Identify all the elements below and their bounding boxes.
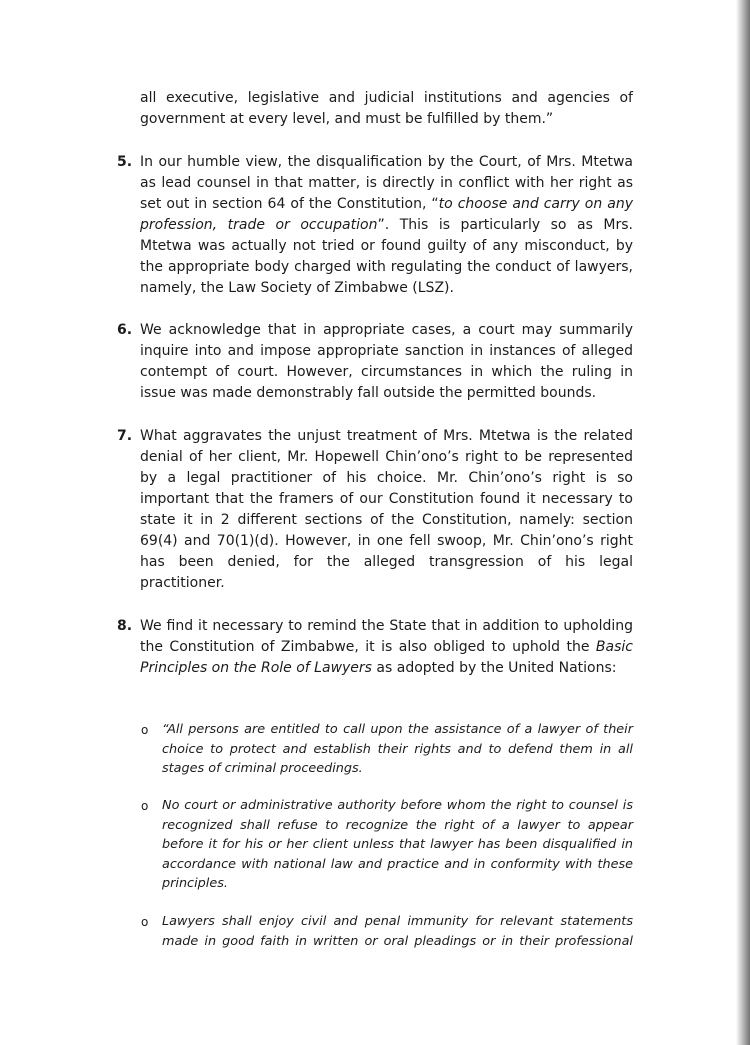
item-5-text-part-b: ”. This is particularly so as Mrs. Mtetwa was actually not tried or found guilty of any misconduct, by the appropriate body charged with regulating the conduct of lawyers, namely, the Law Society of Zimbabwe (LSZ). [140, 217, 634, 296]
item-8-text [140, 616, 633, 679]
bullet-marker: o [141, 799, 149, 813]
item-6-text: We acknowledge that in appropriate cases, a court may summarily inquire into and impose appropriate sanction in instances of alleged contempt of court. However, circumstances in which the ruling in issue was made demonstrably fall outside the permitted bounds. [140, 322, 633, 401]
item-6-paragraph [140, 320, 633, 404]
item-number-5: 5. [117, 154, 133, 170]
item-5-text [140, 152, 633, 299]
item-number-7: 7. [117, 428, 133, 444]
bullet-marker: o [141, 915, 149, 929]
item-7-paragraph [140, 426, 633, 594]
item-number-6: 6. [117, 322, 133, 338]
item-8-text-part-b: as adopted by the United Nations: [371, 660, 617, 676]
bullet-text: No court or administrative authority before whom the right to counsel is recognized shall refuse to recognize the right of a lawyer to appear before it for his or her client unless that lawyer has been disqualified in accordance with national law and practice and in conformity with these principles. [162, 798, 633, 891]
item-8-text-part-a: We find it necessary to remind the State that in addition to upholding the Constitution of Zimbabwe, it is also obliged to uphold the [140, 618, 633, 655]
item-8-paragraph [140, 616, 633, 679]
item-5-text-part-a: In our humble view, the disqualification by the Court, of Mrs. Mtetwa as lead counsel in that matter, is directly in conflict with her right as set out in section 64 of the Constitution, “ [140, 154, 633, 212]
item-number-8: 8. [117, 618, 133, 634]
continuation-text: all executive, legislative and judicial institutions and agencies of government at every level, and must be fulfilled by them.” [140, 90, 633, 127]
bullet-marker: o [141, 723, 149, 737]
item-8-text-italic: Basic Principles on the Role of Lawyers [140, 639, 633, 676]
continuation-paragraph [140, 88, 633, 130]
item-5-text-italic: to choose and carry on any profession, trade or occupation [140, 196, 633, 233]
item-7-text: What aggravates the unjust treatment of Mrs. Mtetwa is the related denial of her client, Mr. Hopewell Chin’ono’s right to be represented by a legal practitioner of his choice. Mr. Chin’ono’s right is so important that the framers of our Constitution found it necessary to state it in 2 different sections of the Constitution, namely: section 69(4) and 70(1)(d). However, in one fell swoop, Mr. Chin’ono’s right has been denied, for the alleged transgression of his legal practitioner. [140, 428, 633, 591]
page-edge-shadow [736, 0, 750, 1045]
bullet-text: “All persons are entitled to call upon the assistance of a lawyer of their choice to protect and establish their rights and to defend them in all stages of criminal proceedings. [162, 722, 633, 776]
item-5-paragraph [140, 152, 633, 299]
bullet-text: Lawyers shall enjoy civil and penal immunity for relevant statements made in good faith in written or oral pleadings or in their professional [162, 914, 633, 949]
